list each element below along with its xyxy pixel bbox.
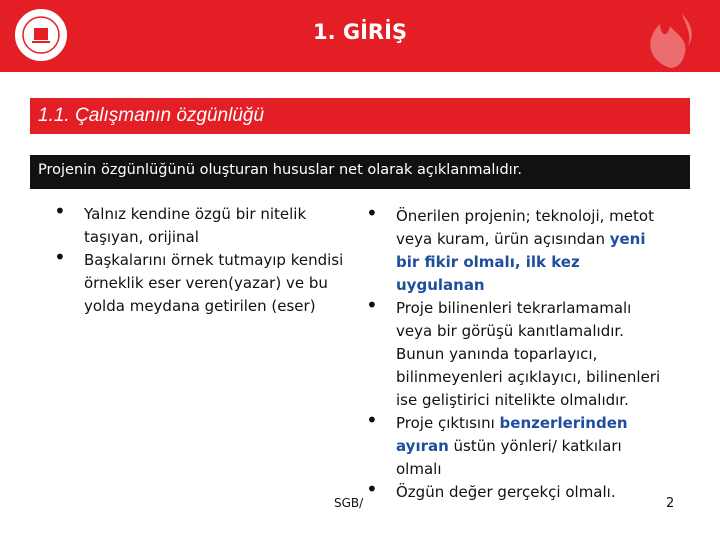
page-title: 1. GİRİŞ [312,20,408,44]
bullet-icon: • [366,293,378,317]
list-item: • Özgün değer gerçekçi olmalı. [366,477,616,501]
page-number: 2 [666,496,675,511]
bullet-icon: • [366,408,378,432]
definition-list [50,199,360,318]
bullet-icon: • [366,201,378,225]
footer-label: SGB/ [334,496,364,510]
criteria-list [362,201,662,504]
statement-banner [30,155,690,189]
header-bar [0,0,720,72]
list-item: • Önerilen projenin; teknoloji, metot veya kuram, ürün açısından yeni bir fikir olmalı, ilk kez uygulanan [366,201,654,294]
statement-text: Projenin özgünlüğünü oluşturan hususlar net olarak açıklanmalıdır. [38,162,522,178]
list-item: • Başkalarını örnek tutmayıp kendisi örneklik eser veren(yazar) ve bu yolda meydana getirilen (eser) [54,245,344,315]
bullet-icon: • [54,199,66,223]
list-item: • Proje çıktısını benzerlerinden ayıran üstün yönleri/ katkıları olmalı [366,408,628,478]
section-title: 1.1. Çalışmanın özgünlüğü [38,105,265,126]
list-item: • Proje bilinenleri tekrarlamamalı veya bir görüşü kanıtlamalıdır. Bunun yanında toparlayıcı, bilinmeyenleri açıklayıcı, bilinenleri ise geliştirici nitelikte olmalıdır. [366,293,661,409]
bullet-icon: • [366,477,378,501]
list-item: • Yalnız kendine özgü bir nitelik taşıyan, orijinal [54,199,307,246]
bullet-icon: • [54,245,66,269]
section-heading-band [30,98,690,134]
